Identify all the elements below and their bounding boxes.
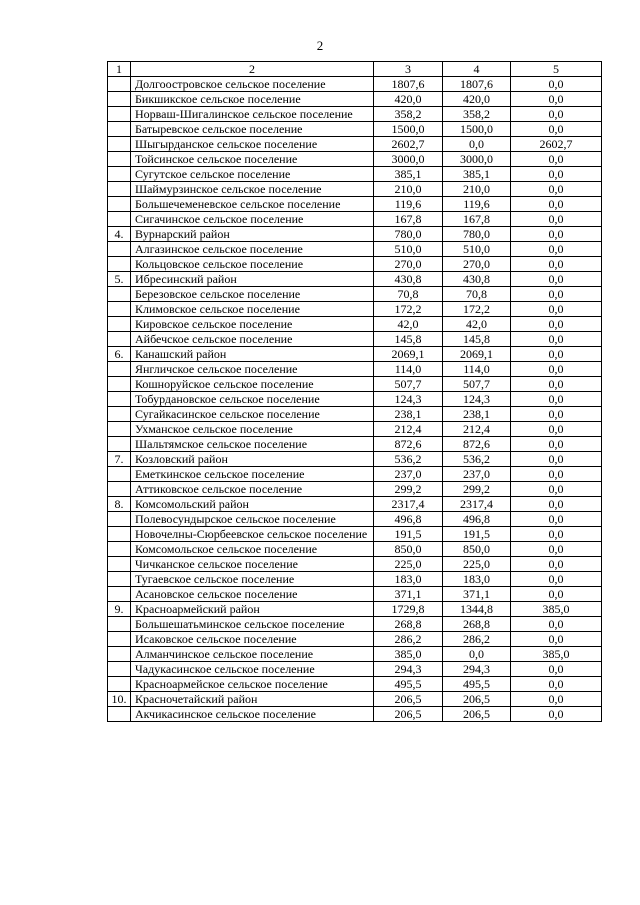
value-cell: 2317,4 bbox=[374, 497, 443, 512]
value-cell: 0,0 bbox=[511, 587, 602, 602]
value-cell: 286,2 bbox=[374, 632, 443, 647]
value-cell: 872,6 bbox=[443, 437, 511, 452]
value-cell: 238,1 bbox=[374, 407, 443, 422]
row-number-cell bbox=[108, 392, 131, 407]
row-number-cell bbox=[108, 167, 131, 182]
table-row bbox=[108, 422, 602, 437]
row-number-cell bbox=[108, 377, 131, 392]
table-row bbox=[108, 77, 602, 92]
table-row bbox=[108, 317, 602, 332]
value-cell: 114,0 bbox=[374, 362, 443, 377]
value-cell: 0,0 bbox=[511, 707, 602, 722]
value-cell: 358,2 bbox=[443, 107, 511, 122]
value-cell: 850,0 bbox=[443, 542, 511, 557]
table-row bbox=[108, 287, 602, 302]
value-cell: 385,0 bbox=[511, 647, 602, 662]
value-cell: 0,0 bbox=[511, 332, 602, 347]
value-cell: 2069,1 bbox=[443, 347, 511, 362]
value-cell: 167,8 bbox=[374, 212, 443, 227]
value-cell: 371,1 bbox=[443, 587, 511, 602]
name-cell: Норваш-Шигалинское сельское поселение bbox=[131, 107, 374, 122]
table-row bbox=[108, 677, 602, 692]
value-cell: 536,2 bbox=[374, 452, 443, 467]
name-cell: Кольцовское сельское поселение bbox=[131, 257, 374, 272]
name-cell: Шальтямское сельское поселение bbox=[131, 437, 374, 452]
row-number-cell bbox=[108, 407, 131, 422]
name-cell: Кошноруйское сельское поселение bbox=[131, 377, 374, 392]
value-cell: 299,2 bbox=[443, 482, 511, 497]
value-cell: 124,3 bbox=[443, 392, 511, 407]
table-row bbox=[108, 257, 602, 272]
table-row bbox=[108, 662, 602, 677]
row-number-cell bbox=[108, 542, 131, 557]
table-row bbox=[108, 542, 602, 557]
value-cell: 0,0 bbox=[511, 512, 602, 527]
table-row bbox=[108, 587, 602, 602]
value-cell: 0,0 bbox=[511, 107, 602, 122]
name-cell: Тойсинское сельское поселение bbox=[131, 152, 374, 167]
value-cell: 268,8 bbox=[374, 617, 443, 632]
value-cell: 70,8 bbox=[374, 287, 443, 302]
header-cell: 2 bbox=[131, 62, 374, 77]
name-cell: Сугутское сельское поселение bbox=[131, 167, 374, 182]
row-number-cell bbox=[108, 257, 131, 272]
value-cell: 385,0 bbox=[374, 647, 443, 662]
value-cell: 1500,0 bbox=[374, 122, 443, 137]
value-cell: 358,2 bbox=[374, 107, 443, 122]
table-row bbox=[108, 137, 602, 152]
value-cell: 385,1 bbox=[374, 167, 443, 182]
table-row bbox=[108, 92, 602, 107]
name-cell: Березовское сельское поселение bbox=[131, 287, 374, 302]
row-number-cell bbox=[108, 182, 131, 197]
name-cell: Полевосундырское сельское поселение bbox=[131, 512, 374, 527]
name-cell: Акчикасинское сельское поселение bbox=[131, 707, 374, 722]
value-cell: 119,6 bbox=[443, 197, 511, 212]
name-cell: Аттиковское сельское поселение bbox=[131, 482, 374, 497]
table-row bbox=[108, 152, 602, 167]
table-row bbox=[108, 362, 602, 377]
value-cell: 0,0 bbox=[511, 632, 602, 647]
value-cell: 206,5 bbox=[374, 707, 443, 722]
value-cell: 145,8 bbox=[443, 332, 511, 347]
value-cell: 0,0 bbox=[511, 152, 602, 167]
name-cell: Кировское сельское поселение bbox=[131, 317, 374, 332]
value-cell: 0,0 bbox=[511, 287, 602, 302]
value-cell: 191,5 bbox=[374, 527, 443, 542]
name-cell: Козловский район bbox=[131, 452, 374, 467]
value-cell: 0,0 bbox=[511, 242, 602, 257]
value-cell: 1807,6 bbox=[443, 77, 511, 92]
value-cell: 495,5 bbox=[374, 677, 443, 692]
value-cell: 0,0 bbox=[511, 227, 602, 242]
value-cell: 0,0 bbox=[511, 482, 602, 497]
value-cell: 1500,0 bbox=[443, 122, 511, 137]
value-cell: 850,0 bbox=[374, 542, 443, 557]
value-cell: 0,0 bbox=[511, 257, 602, 272]
value-cell: 430,8 bbox=[374, 272, 443, 287]
table-row bbox=[108, 122, 602, 137]
table-body bbox=[108, 62, 602, 722]
value-cell: 0,0 bbox=[511, 362, 602, 377]
value-cell: 0,0 bbox=[511, 347, 602, 362]
name-cell: Сигачинское сельское поселение bbox=[131, 212, 374, 227]
name-cell: Чичканское сельское поселение bbox=[131, 557, 374, 572]
name-cell: Красночетайский район bbox=[131, 692, 374, 707]
row-number-cell: 4. bbox=[108, 227, 131, 242]
name-cell: Шыгырданское сельское поселение bbox=[131, 137, 374, 152]
row-number-cell: 8. bbox=[108, 497, 131, 512]
row-number-cell: 6. bbox=[108, 347, 131, 362]
row-number-cell bbox=[108, 362, 131, 377]
name-cell: Янгличское сельское поселение bbox=[131, 362, 374, 377]
value-cell: 212,4 bbox=[443, 422, 511, 437]
name-cell: Комсомольское сельское поселение bbox=[131, 542, 374, 557]
row-number-cell bbox=[108, 437, 131, 452]
table-row bbox=[108, 212, 602, 227]
value-cell: 0,0 bbox=[511, 92, 602, 107]
table-row bbox=[108, 602, 602, 617]
row-number-cell bbox=[108, 122, 131, 137]
name-cell: Бикшикское сельское поселение bbox=[131, 92, 374, 107]
value-cell: 780,0 bbox=[443, 227, 511, 242]
value-cell: 1807,6 bbox=[374, 77, 443, 92]
table-row bbox=[108, 347, 602, 362]
value-cell: 872,6 bbox=[374, 437, 443, 452]
name-cell: Климовское сельское поселение bbox=[131, 302, 374, 317]
budget-table bbox=[107, 61, 602, 722]
value-cell: 0,0 bbox=[511, 677, 602, 692]
table-row bbox=[108, 242, 602, 257]
value-cell: 0,0 bbox=[511, 557, 602, 572]
row-number-cell bbox=[108, 317, 131, 332]
value-cell: 0,0 bbox=[511, 392, 602, 407]
value-cell: 507,7 bbox=[443, 377, 511, 392]
value-cell: 237,0 bbox=[443, 467, 511, 482]
value-cell: 0,0 bbox=[511, 572, 602, 587]
value-cell: 286,2 bbox=[443, 632, 511, 647]
value-cell: 294,3 bbox=[374, 662, 443, 677]
value-cell: 183,0 bbox=[374, 572, 443, 587]
row-number-cell bbox=[108, 557, 131, 572]
row-number-cell bbox=[108, 242, 131, 257]
name-cell: Большечеменевское сельское поселение bbox=[131, 197, 374, 212]
value-cell: 210,0 bbox=[374, 182, 443, 197]
value-cell: 496,8 bbox=[374, 512, 443, 527]
table-row bbox=[108, 197, 602, 212]
row-number-cell bbox=[108, 512, 131, 527]
value-cell: 206,5 bbox=[443, 692, 511, 707]
value-cell: 0,0 bbox=[511, 617, 602, 632]
value-cell: 172,2 bbox=[374, 302, 443, 317]
row-number-cell bbox=[108, 707, 131, 722]
row-number-cell bbox=[108, 137, 131, 152]
value-cell: 172,2 bbox=[443, 302, 511, 317]
value-cell: 42,0 bbox=[374, 317, 443, 332]
value-cell: 237,0 bbox=[374, 467, 443, 482]
value-cell: 780,0 bbox=[374, 227, 443, 242]
value-cell: 1729,8 bbox=[374, 602, 443, 617]
table-row bbox=[108, 497, 602, 512]
table-row bbox=[108, 527, 602, 542]
value-cell: 0,0 bbox=[511, 527, 602, 542]
name-cell: Алгазинское сельское поселение bbox=[131, 242, 374, 257]
row-number-cell bbox=[108, 287, 131, 302]
value-cell: 0,0 bbox=[511, 317, 602, 332]
name-cell: Красноармейское сельское поселение bbox=[131, 677, 374, 692]
table-row bbox=[108, 632, 602, 647]
table-row bbox=[108, 407, 602, 422]
row-number-cell bbox=[108, 677, 131, 692]
value-cell: 0,0 bbox=[511, 497, 602, 512]
name-cell: Красноармейский район bbox=[131, 602, 374, 617]
table-row bbox=[108, 452, 602, 467]
value-cell: 191,5 bbox=[443, 527, 511, 542]
name-cell: Алманчинское сельское поселение bbox=[131, 647, 374, 662]
table-row bbox=[108, 167, 602, 182]
value-cell: 212,4 bbox=[374, 422, 443, 437]
value-cell: 206,5 bbox=[374, 692, 443, 707]
name-cell: Ухманское сельское поселение bbox=[131, 422, 374, 437]
value-cell: 0,0 bbox=[511, 182, 602, 197]
value-cell: 124,3 bbox=[374, 392, 443, 407]
value-cell: 0,0 bbox=[511, 122, 602, 137]
row-number-cell bbox=[108, 482, 131, 497]
name-cell: Ибресинский район bbox=[131, 272, 374, 287]
name-cell: Сугайкасинское сельское поселение bbox=[131, 407, 374, 422]
table-row bbox=[108, 647, 602, 662]
value-cell: 0,0 bbox=[511, 212, 602, 227]
table-row bbox=[108, 557, 602, 572]
table-row bbox=[108, 482, 602, 497]
row-number-cell bbox=[108, 662, 131, 677]
value-cell: 385,1 bbox=[443, 167, 511, 182]
value-cell: 3000,0 bbox=[374, 152, 443, 167]
table-row bbox=[108, 302, 602, 317]
row-number-cell bbox=[108, 587, 131, 602]
row-number-cell bbox=[108, 647, 131, 662]
name-cell: Вурнарский район bbox=[131, 227, 374, 242]
value-cell: 0,0 bbox=[511, 272, 602, 287]
table-row bbox=[108, 107, 602, 122]
row-number-cell bbox=[108, 467, 131, 482]
value-cell: 238,1 bbox=[443, 407, 511, 422]
row-number-cell bbox=[108, 92, 131, 107]
row-number-cell: 9. bbox=[108, 602, 131, 617]
value-cell: 507,7 bbox=[374, 377, 443, 392]
name-cell: Батыревское сельское поселение bbox=[131, 122, 374, 137]
row-number-cell bbox=[108, 107, 131, 122]
value-cell: 167,8 bbox=[443, 212, 511, 227]
value-cell: 420,0 bbox=[443, 92, 511, 107]
header-cell: 5 bbox=[511, 62, 602, 77]
header-cell: 4 bbox=[443, 62, 511, 77]
table-row bbox=[108, 707, 602, 722]
value-cell: 430,8 bbox=[443, 272, 511, 287]
row-number-cell bbox=[108, 197, 131, 212]
name-cell: Большешатьминское сельское поселение bbox=[131, 617, 374, 632]
row-number-cell bbox=[108, 152, 131, 167]
name-cell: Долгоостровское сельское поселение bbox=[131, 77, 374, 92]
row-number-cell bbox=[108, 422, 131, 437]
value-cell: 385,0 bbox=[511, 602, 602, 617]
table-row bbox=[108, 512, 602, 527]
value-cell: 495,5 bbox=[443, 677, 511, 692]
name-cell: Новочелны-Сюрбеевское сельское поселение bbox=[131, 527, 374, 542]
value-cell: 268,8 bbox=[443, 617, 511, 632]
value-cell: 0,0 bbox=[511, 542, 602, 557]
value-cell: 114,0 bbox=[443, 362, 511, 377]
name-cell: Комсомольский район bbox=[131, 497, 374, 512]
value-cell: 119,6 bbox=[374, 197, 443, 212]
value-cell: 0,0 bbox=[511, 377, 602, 392]
row-number-cell: 7. bbox=[108, 452, 131, 467]
row-number-cell bbox=[108, 527, 131, 542]
header-cell: 1 bbox=[108, 62, 131, 77]
row-number-cell bbox=[108, 212, 131, 227]
table-row bbox=[108, 332, 602, 347]
table-row bbox=[108, 272, 602, 287]
value-cell: 0,0 bbox=[511, 407, 602, 422]
value-cell: 225,0 bbox=[374, 557, 443, 572]
name-cell: Тугаевское сельское поселение bbox=[131, 572, 374, 587]
table-row bbox=[108, 392, 602, 407]
table-row bbox=[108, 377, 602, 392]
value-cell: 0,0 bbox=[511, 452, 602, 467]
value-cell: 225,0 bbox=[443, 557, 511, 572]
row-number-cell bbox=[108, 332, 131, 347]
value-cell: 294,3 bbox=[443, 662, 511, 677]
value-cell: 206,5 bbox=[443, 707, 511, 722]
row-number-cell bbox=[108, 302, 131, 317]
name-cell: Канашский район bbox=[131, 347, 374, 362]
row-number-cell bbox=[108, 632, 131, 647]
table-row bbox=[108, 227, 602, 242]
value-cell: 2602,7 bbox=[374, 137, 443, 152]
value-cell: 183,0 bbox=[443, 572, 511, 587]
name-cell: Шаймурзинское сельское поселение bbox=[131, 182, 374, 197]
value-cell: 510,0 bbox=[443, 242, 511, 257]
row-number-cell: 10. bbox=[108, 692, 131, 707]
value-cell: 496,8 bbox=[443, 512, 511, 527]
value-cell: 2602,7 bbox=[511, 137, 602, 152]
value-cell: 0,0 bbox=[511, 437, 602, 452]
table-row bbox=[108, 617, 602, 632]
table-header-row bbox=[108, 62, 602, 77]
value-cell: 2317,4 bbox=[443, 497, 511, 512]
table-row bbox=[108, 182, 602, 197]
name-cell: Еметкинское сельское поселение bbox=[131, 467, 374, 482]
value-cell: 371,1 bbox=[374, 587, 443, 602]
value-cell: 42,0 bbox=[443, 317, 511, 332]
value-cell: 420,0 bbox=[374, 92, 443, 107]
value-cell: 0,0 bbox=[443, 137, 511, 152]
value-cell: 510,0 bbox=[374, 242, 443, 257]
value-cell: 0,0 bbox=[511, 77, 602, 92]
value-cell: 299,2 bbox=[374, 482, 443, 497]
value-cell: 0,0 bbox=[511, 302, 602, 317]
row-number-cell: 5. bbox=[108, 272, 131, 287]
name-cell: Айбечское сельское поселение bbox=[131, 332, 374, 347]
value-cell: 0,0 bbox=[511, 167, 602, 182]
value-cell: 270,0 bbox=[374, 257, 443, 272]
row-number-cell bbox=[108, 77, 131, 92]
name-cell: Тобурдановское сельское поселение bbox=[131, 392, 374, 407]
table-row bbox=[108, 467, 602, 482]
table-row bbox=[108, 692, 602, 707]
value-cell: 0,0 bbox=[443, 647, 511, 662]
name-cell: Асановское сельское поселение bbox=[131, 587, 374, 602]
value-cell: 2069,1 bbox=[374, 347, 443, 362]
name-cell: Исаковское сельское поселение bbox=[131, 632, 374, 647]
value-cell: 210,0 bbox=[443, 182, 511, 197]
header-cell: 3 bbox=[374, 62, 443, 77]
table-row bbox=[108, 437, 602, 452]
value-cell: 0,0 bbox=[511, 692, 602, 707]
table-row bbox=[108, 572, 602, 587]
name-cell: Чадукасинское сельское поселение bbox=[131, 662, 374, 677]
page-number: 2 bbox=[316, 38, 324, 53]
row-number-cell bbox=[108, 572, 131, 587]
value-cell: 0,0 bbox=[511, 662, 602, 677]
value-cell: 145,8 bbox=[374, 332, 443, 347]
value-cell: 0,0 bbox=[511, 467, 602, 482]
row-number-cell bbox=[108, 617, 131, 632]
value-cell: 0,0 bbox=[511, 422, 602, 437]
value-cell: 70,8 bbox=[443, 287, 511, 302]
value-cell: 1344,8 bbox=[443, 602, 511, 617]
value-cell: 0,0 bbox=[511, 197, 602, 212]
value-cell: 270,0 bbox=[443, 257, 511, 272]
value-cell: 536,2 bbox=[443, 452, 511, 467]
value-cell: 3000,0 bbox=[443, 152, 511, 167]
